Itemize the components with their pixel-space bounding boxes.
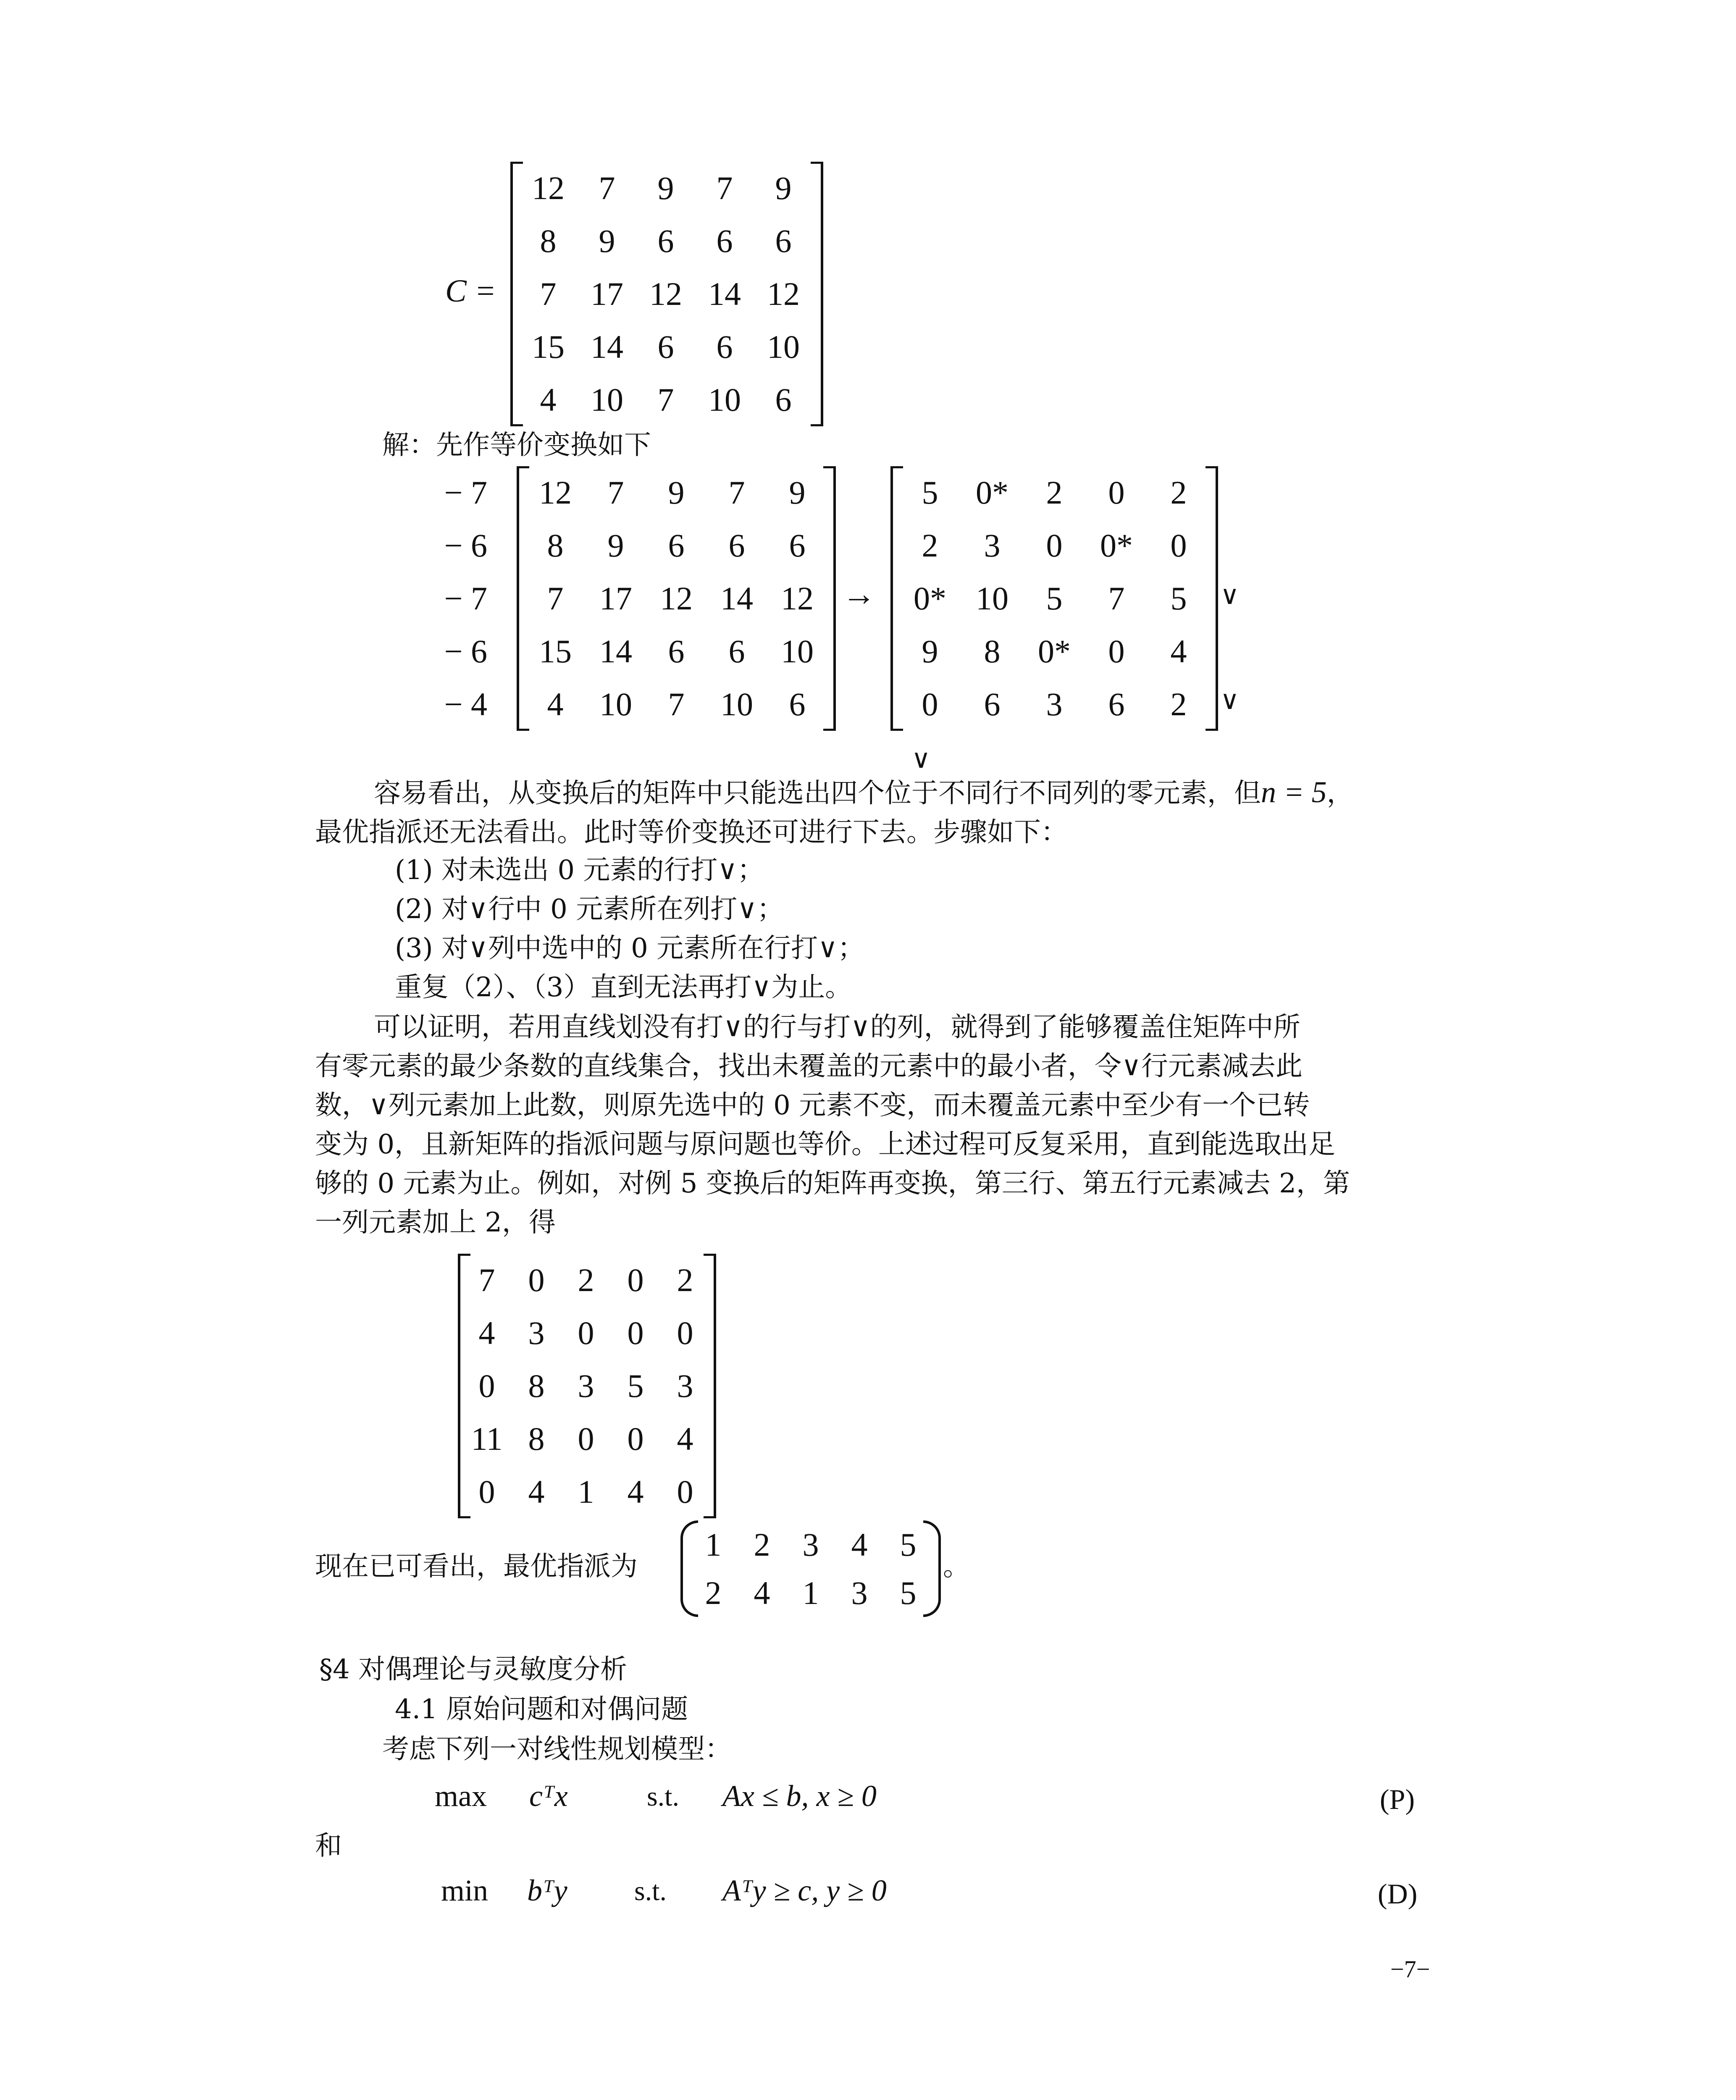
- row-label: − 6: [444, 633, 487, 669]
- matrix-new-cell: 4: [478, 1315, 495, 1351]
- dual-st: s.t.: [634, 1876, 667, 1906]
- transform-right-cell: 0*: [1038, 633, 1071, 669]
- dual-label: (D): [1378, 1878, 1418, 1910]
- matrix-c-cell: 7: [657, 381, 674, 418]
- transform-right-cell: 5: [922, 474, 938, 511]
- matrix-c-cell: 7: [540, 276, 557, 312]
- transform-right-cell: 3: [984, 527, 1001, 564]
- transform-right-cell: 5: [1170, 580, 1187, 617]
- matrix-new-cell: 2: [578, 1262, 594, 1298]
- transform-right-cell: 6: [984, 686, 1001, 722]
- transform-right-cell: 10: [976, 580, 1009, 617]
- row-labels: [403, 466, 487, 731]
- transform-left-cell: 17: [599, 580, 632, 617]
- matrix-c-cell: 12: [767, 276, 800, 312]
- matrix-new-cell: 5: [627, 1368, 644, 1404]
- assignment-row: [689, 1569, 932, 1617]
- matrix-c-label: C =: [445, 273, 496, 309]
- step-repeat: 重复（2）、（3）直到无法再打∨为止。: [395, 972, 852, 1003]
- matrix-new-cell: 3: [528, 1315, 545, 1351]
- transform-left-cell: 6: [789, 527, 806, 564]
- step-2: (2) 对∨行中 0 元素所在列打∨；: [395, 894, 784, 925]
- transform-left-cell: 7: [607, 474, 624, 511]
- matrix-c-cell: 6: [716, 223, 733, 259]
- transform-right-cell: 9: [922, 633, 938, 669]
- transform-right-cell: 0: [1046, 527, 1063, 564]
- matrix-c-cell: 9: [657, 170, 674, 206]
- matrix-new-cell: 0: [627, 1315, 644, 1351]
- matrix-c-cell: 12: [649, 276, 682, 312]
- paragraph-1: [315, 773, 1354, 852]
- transform-right-cell: 0: [1108, 474, 1125, 511]
- transform-right-row: [899, 678, 1210, 731]
- assignment-cell: 4: [754, 1575, 770, 1611]
- matrix-c-cell: 10: [767, 328, 800, 365]
- transform-right-row: [899, 625, 1210, 678]
- matrix-new-cell: 0: [528, 1262, 545, 1298]
- para1-math: n = 5: [1261, 775, 1327, 809]
- check-mark-col1: ∨: [911, 743, 931, 774]
- solution-intro: 解：先作等价变换如下: [382, 430, 651, 461]
- transform-left-cell: 8: [547, 527, 564, 564]
- row-label: − 6: [444, 527, 487, 564]
- transform-right-cell: 5: [1046, 580, 1063, 617]
- assignment-suffix: 。: [943, 1551, 970, 1582]
- transform-left-row: [525, 678, 827, 731]
- matrix-new-row: [462, 1307, 710, 1360]
- matrix-c-cell: 7: [716, 170, 733, 206]
- matrix-c-row: [519, 268, 813, 320]
- dual-constraints: Aᵀy ≥ c, y ≥ 0: [722, 1874, 887, 1907]
- transform-arrow: →: [842, 576, 876, 613]
- transform-right-cell: 2: [922, 527, 938, 564]
- transform-right-cell: 2: [1170, 474, 1187, 511]
- step-3: (3) 对∨列中选中的 0 元素所在行打∨；: [395, 933, 865, 964]
- matrix-c-row: [519, 320, 813, 373]
- transform-right-cell: 4: [1170, 633, 1187, 669]
- para1-text-b: ，: [1326, 778, 1354, 809]
- transform-left-cell: 7: [547, 580, 564, 617]
- transform-left-cell: 6: [668, 527, 685, 564]
- transform-right-cell: 2: [1170, 686, 1187, 722]
- matrix-new-cell: 0: [578, 1315, 594, 1351]
- matrix-c-cell: 4: [540, 381, 557, 418]
- matrix-new-cell: 3: [578, 1368, 594, 1404]
- transform-left-cell: 4: [547, 686, 564, 722]
- matrix-new-cell: 1: [578, 1473, 594, 1510]
- transform-left-cell: 7: [668, 686, 685, 722]
- transform-left-cell: 7: [728, 474, 745, 511]
- transform-left-cell: 12: [539, 474, 572, 511]
- matrix-c-cell: 7: [599, 170, 615, 206]
- matrix-c-cell: 9: [599, 223, 615, 259]
- assignment-cell: 5: [900, 1526, 917, 1563]
- paragraph-2: 可以证明，若用直线划没有打∨的行与打∨的列，就得到了能够覆盖住矩阵中所 有零元素的最少条数的直线集合，找出未覆盖的元素中的最小者，令∨行元素减去此 数，∨列元素加上此数，则原先选中的 0 元素不变，而未覆盖元素中至少有一个已转 变为 0，且新矩阵的指派问题与原问题也等价。上述过程可反复采用，直到能选取出足 够的 0 元素为止。例如，对例 5 变换后的矩阵再变换，第三行、第五行元素减去 2，第 一列元素加上 2，得: [315, 1012, 1350, 1238]
- assignment-cell: 3: [851, 1575, 868, 1611]
- transform-left-cell: 14: [720, 580, 753, 617]
- primal-constraints: Ax ≤ b, x ≥ 0: [722, 1779, 877, 1813]
- transform-right-cell: 7: [1108, 580, 1125, 617]
- matrix-new-cell: 3: [677, 1368, 693, 1404]
- matrix-new-cell: 8: [528, 1368, 545, 1404]
- para1-line2: 最优指派还无法看出。此时等价变换还可进行下去。步骤如下：: [315, 817, 1068, 848]
- matrix-c-cell: 14: [591, 328, 623, 365]
- matrix-c-row: [519, 373, 813, 426]
- dual-objective: bᵀy: [527, 1874, 567, 1907]
- assignment-cell: 3: [802, 1526, 819, 1563]
- assignment-cell: 5: [900, 1575, 917, 1611]
- matrix-c-cell: 12: [532, 170, 565, 206]
- matrix-new-row: [462, 1360, 710, 1412]
- row-label: − 4: [444, 686, 487, 722]
- assignment-cell: 2: [754, 1526, 770, 1563]
- page-number: −7−: [1390, 1956, 1430, 1983]
- assignment-cell: 1: [705, 1526, 722, 1563]
- steps-list: [395, 851, 864, 1007]
- matrix-new-cell: 0: [627, 1262, 644, 1298]
- transform-left-row: [525, 519, 827, 572]
- matrix-c-cell: 8: [540, 223, 557, 259]
- transform-right-cell: 0*: [1100, 527, 1133, 564]
- matrix-new-cell: 0: [627, 1420, 644, 1457]
- matrix-new-cell: 11: [471, 1420, 503, 1457]
- transform-left-matrix: [517, 466, 836, 731]
- transform-left-row: [525, 466, 827, 519]
- transform-right-cell: 0: [1170, 527, 1187, 564]
- matrix-c-cell: 9: [775, 170, 792, 206]
- matrix-new-row: [462, 1412, 710, 1465]
- matrix-new-cell: 2: [677, 1262, 693, 1298]
- transform-right-cell: 0: [922, 686, 938, 722]
- matrix-new-cell: 4: [627, 1473, 644, 1510]
- matrix-new-cell: 0: [578, 1420, 594, 1457]
- assignment-cell: 4: [851, 1526, 868, 1563]
- transform-right-row: [899, 466, 1210, 519]
- assignment-row: [689, 1520, 932, 1569]
- dual-op: min: [441, 1874, 488, 1907]
- section-intro: 考虑下列一对线性规划模型：: [382, 1734, 732, 1765]
- matrix-new-cell: 4: [677, 1420, 693, 1457]
- matrix-new-cell: 8: [528, 1420, 545, 1457]
- transform-left-cell: 6: [668, 633, 685, 669]
- matrix-c-cell: 15: [532, 328, 565, 365]
- matrix-c-row: [519, 162, 813, 215]
- matrix-new-row: [462, 1465, 710, 1518]
- transform-right-row: [899, 519, 1210, 572]
- section-title: §4 对偶理论与灵敏度分析: [319, 1654, 628, 1685]
- matrix-new: [458, 1254, 716, 1518]
- matrix-c-cell: 6: [775, 223, 792, 259]
- para1-text-a: 容易看出，从变换后的矩阵中只能选出四个位于不同行不同列的零元素，但: [374, 778, 1261, 809]
- transform-right-cell: 0*: [914, 580, 946, 617]
- transform-left-cell: 9: [668, 474, 685, 511]
- assignment-cell: 2: [705, 1575, 722, 1611]
- transform-left-cell: 12: [660, 580, 693, 617]
- matrix-c-cell: 10: [591, 381, 623, 418]
- matrix-new-row: [462, 1254, 710, 1307]
- transform-left-cell: 9: [607, 527, 624, 564]
- matrix-c-cell: 6: [657, 328, 674, 365]
- transform-left-cell: 10: [720, 686, 753, 722]
- transform-right-row: [899, 572, 1210, 625]
- matrix-c-cell: 6: [716, 328, 733, 365]
- primal-objective: cᵀx: [529, 1779, 568, 1813]
- transform-right-cell: 0: [1108, 633, 1125, 669]
- matrix-c-cell: 14: [708, 276, 741, 312]
- and-word: 和: [315, 1830, 342, 1861]
- transform-left-cell: 15: [539, 633, 572, 669]
- transform-left-cell: 10: [599, 686, 632, 722]
- assignment-matrix: [680, 1520, 941, 1617]
- matrix-c-cell: 17: [591, 276, 623, 312]
- transform-right-cell: 2: [1046, 474, 1063, 511]
- assignment-cell: 1: [802, 1575, 819, 1611]
- transform-left-cell: 12: [781, 580, 814, 617]
- assignment-prefix: 现在已可看出，最优指派为: [315, 1551, 638, 1582]
- transform-right-cell: 8: [984, 633, 1001, 669]
- matrix-c-cell: 6: [775, 381, 792, 418]
- transform-left-cell: 9: [789, 474, 806, 511]
- primal-st: s.t.: [647, 1781, 680, 1812]
- matrix-c-cell: 10: [708, 381, 741, 418]
- matrix-new-cell: 7: [478, 1262, 495, 1298]
- transform-right-cell: 6: [1108, 686, 1125, 722]
- matrix-new-cell: 0: [677, 1315, 693, 1351]
- transform-left-cell: 6: [728, 527, 745, 564]
- matrix-c: [510, 162, 823, 426]
- matrix-new-cell: 0: [478, 1368, 495, 1404]
- row-label: − 7: [444, 474, 487, 511]
- transform-left-row: [525, 572, 827, 625]
- transform-right-cell: 3: [1046, 686, 1063, 722]
- check-mark-row5: ∨: [1220, 685, 1240, 715]
- step-1: (1) 对未选出 0 元素的行打∨；: [395, 855, 764, 886]
- matrix-new-cell: 0: [677, 1473, 693, 1510]
- subsection-title: 4.1 原始问题和对偶问题: [395, 1694, 688, 1725]
- row-label: − 7: [444, 580, 487, 617]
- transform-left-cell: 10: [781, 633, 814, 669]
- primal-label: (P): [1380, 1783, 1415, 1815]
- check-mark-row3: ∨: [1220, 580, 1240, 610]
- transform-left-row: [525, 625, 827, 678]
- transform-left-cell: 6: [789, 686, 806, 722]
- matrix-c-row: [519, 215, 813, 268]
- transform-left-cell: 14: [599, 633, 632, 669]
- transform-right-cell: 0*: [976, 474, 1009, 511]
- matrix-new-cell: 0: [478, 1473, 495, 1510]
- transform-left-cell: 6: [728, 633, 745, 669]
- matrix-new-cell: 4: [528, 1473, 545, 1510]
- matrix-c-cell: 6: [657, 223, 674, 259]
- transform-right-matrix: [890, 466, 1218, 731]
- primal-op: max: [435, 1779, 487, 1813]
